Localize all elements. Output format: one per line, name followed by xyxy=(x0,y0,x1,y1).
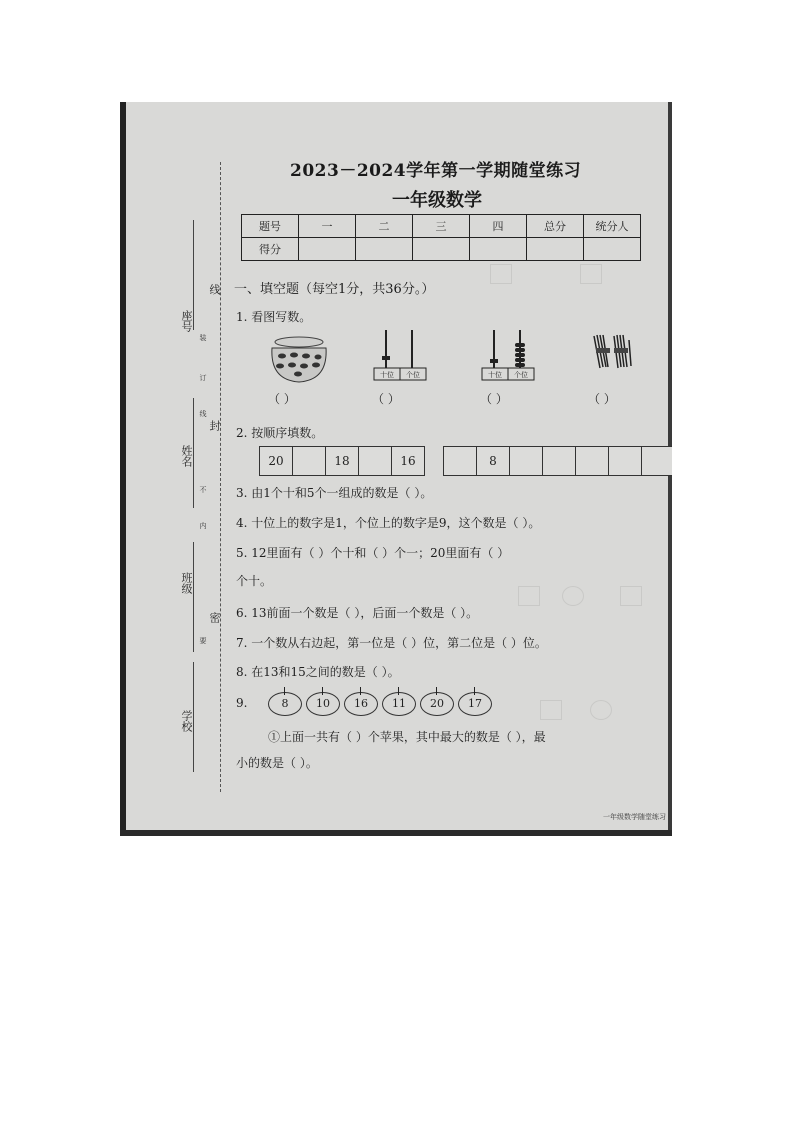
section-title: 一、填空题（每空1分，共36分。） xyxy=(234,282,435,297)
exam-subtitle: 一年级数学 xyxy=(392,190,482,211)
sequence-cell: 8 xyxy=(476,446,510,476)
q1-answer-blank[interactable]: （ ） xyxy=(268,392,296,406)
class-label: 班级 xyxy=(180,572,193,594)
score-cell: 四 xyxy=(470,215,527,238)
score-cell[interactable] xyxy=(470,238,527,261)
name-label: 姓名 xyxy=(180,445,193,467)
school-label: 学校 xyxy=(180,710,193,732)
binding-small-word: 要 xyxy=(199,637,207,644)
apple-number: 8 xyxy=(268,692,302,716)
sequence-cell: 20 xyxy=(259,446,293,476)
apple-number: 10 xyxy=(306,692,340,716)
sequence-row-1 xyxy=(260,446,425,476)
question-3: 3. 由1个十和5个一组成的数是（ ）。 xyxy=(236,486,433,500)
page-footer: 一年级数学随堂练习 xyxy=(603,813,666,821)
apple-number: 20 xyxy=(420,692,454,716)
score-cell[interactable] xyxy=(584,238,641,261)
photo-left-edge xyxy=(120,102,126,836)
sequence-cell[interactable] xyxy=(542,446,576,476)
ones-label: 个位 xyxy=(514,371,528,379)
binding-small-word: 装 xyxy=(199,334,207,341)
show-through-mark xyxy=(580,264,602,284)
score-cell: 二 xyxy=(356,215,413,238)
sequence-cell: 16 xyxy=(391,446,425,476)
score-cell: 统分人 xyxy=(584,215,641,238)
question-1: 1. 看图写数。 xyxy=(236,310,312,324)
abacus-picture-2 xyxy=(480,326,536,384)
score-cell[interactable] xyxy=(527,238,584,261)
photo-bottom-edge xyxy=(120,830,672,836)
sequence-row-2 xyxy=(444,446,672,476)
binding-small-word: 不 xyxy=(199,486,207,493)
stick-bundles-picture xyxy=(588,330,634,372)
question-7: 7. 一个数从右边起，第一位是（ ）位，第二位是（ ）位。 xyxy=(236,636,547,650)
score-cell: 题号 xyxy=(242,215,299,238)
sequence-cell[interactable] xyxy=(358,446,392,476)
show-through-mark xyxy=(562,586,584,606)
binding-small-word: 线 xyxy=(199,410,207,417)
show-through-mark xyxy=(620,586,642,606)
question-6: 6. 13前面一个数是（ ），后面一个数是（ ）。 xyxy=(236,606,479,620)
question-9-part-1: ①上面一共有（ ）个苹果，其中最大的数是（ ），最 xyxy=(268,730,546,744)
score-cell: 三 xyxy=(413,215,470,238)
score-table-score-row xyxy=(242,238,641,261)
sequence-cell[interactable] xyxy=(509,446,543,476)
q1-answer-blank[interactable]: （ ） xyxy=(588,392,616,406)
school-write-line xyxy=(193,662,222,772)
fish-bowl-picture xyxy=(268,334,330,386)
binding-small-word: 订 xyxy=(199,374,207,381)
question-8: 8. 在13和15之间的数是（ ）。 xyxy=(236,665,400,679)
apple-number: 11 xyxy=(382,692,416,716)
question-2: 2. 按顺序填数。 xyxy=(236,426,324,440)
binding-word: 线 xyxy=(208,284,221,295)
ones-label: 个位 xyxy=(406,371,420,379)
exam-title: 2023－2024学年第一学期随堂练习 xyxy=(290,161,582,181)
apple-number: 17 xyxy=(458,692,492,716)
score-table xyxy=(241,214,641,261)
question-5-line-2: 个十。 xyxy=(236,574,273,588)
score-cell[interactable] xyxy=(413,238,470,261)
q1-answer-blank[interactable]: （ ） xyxy=(372,392,400,406)
sequence-cell[interactable] xyxy=(641,446,672,476)
seat-write-line xyxy=(193,220,222,330)
question-4: 4. 十位上的数字是1，个位上的数字是9，这个数是（ ）。 xyxy=(236,516,541,530)
apple-number: 16 xyxy=(344,692,378,716)
score-cell: 总分 xyxy=(527,215,584,238)
show-through-mark xyxy=(490,264,512,284)
question-5-line-1: 5. 12里面有（ ）个十和（ ）个一；20里面有（ ） xyxy=(236,546,510,560)
question-9-part-1-cont: 小的数是（ ）。 xyxy=(236,756,318,770)
sequence-cell[interactable] xyxy=(443,446,477,476)
binding-small-word: 内 xyxy=(199,522,207,529)
binding-word: 封 xyxy=(208,420,221,431)
abacus-picture-1 xyxy=(372,326,428,384)
tens-label: 十位 xyxy=(488,371,502,379)
class-write-line xyxy=(193,542,222,652)
scanned-exam-photo xyxy=(120,102,672,836)
show-through-mark xyxy=(518,586,540,606)
score-table-header-row xyxy=(242,215,641,238)
q1-answer-blank[interactable]: （ ） xyxy=(480,392,508,406)
seat-label: 座号 xyxy=(180,310,193,332)
sequence-cell: 18 xyxy=(325,446,359,476)
sequence-cell[interactable] xyxy=(292,446,326,476)
sequence-cell[interactable] xyxy=(575,446,609,476)
binding-word: 密 xyxy=(208,612,221,623)
score-cell: 得分 xyxy=(242,238,299,261)
question-9: 9. xyxy=(236,696,248,710)
score-cell[interactable] xyxy=(299,238,356,261)
show-through-mark xyxy=(540,700,562,720)
tens-label: 十位 xyxy=(380,371,394,379)
show-through-mark xyxy=(590,700,612,720)
score-cell: 一 xyxy=(299,215,356,238)
score-cell[interactable] xyxy=(356,238,413,261)
sequence-cell[interactable] xyxy=(608,446,642,476)
